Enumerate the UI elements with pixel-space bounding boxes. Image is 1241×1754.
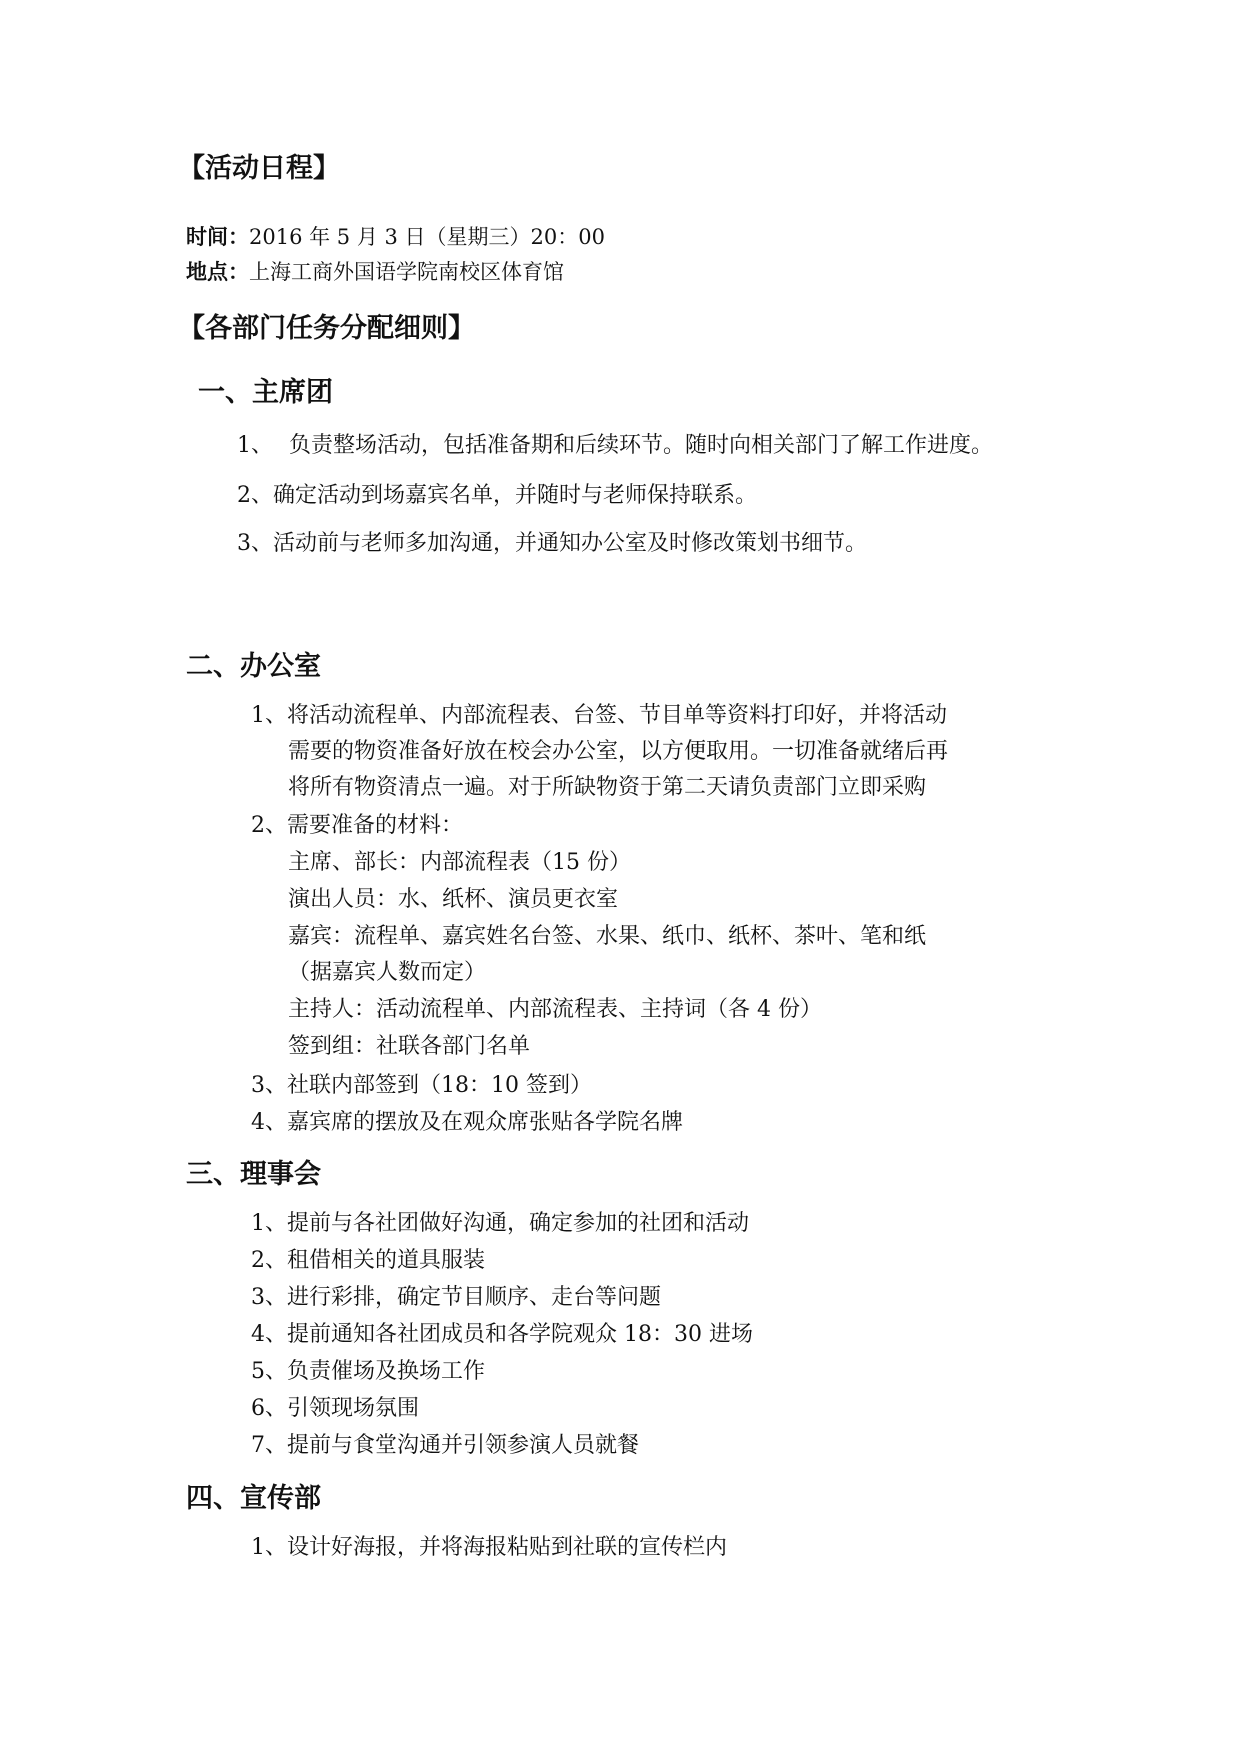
material-line: 演出人员：水、纸杯、演员更衣室 (288, 887, 619, 912)
section-title: 四、宣传部 (186, 1483, 321, 1514)
tasks-heading: 【各部门任务分配细则】 (178, 313, 475, 344)
section-title: 一、主席团 (198, 377, 333, 408)
list-item-continuation: 需要的物资准备好放在校会办公室，以方便取用。一切准备就绪后再 (288, 739, 949, 764)
place-label: 地点： (186, 260, 249, 284)
list-item: 2、租借相关的道具服装 (251, 1248, 486, 1273)
list-item: 1、设计好海报，并将海报粘贴到社联的宣传栏内 (251, 1535, 728, 1560)
list-item: 3、社联内部签到（18：10 签到） (251, 1073, 592, 1098)
section-title: 三、理事会 (186, 1159, 321, 1190)
material-line: （据嘉宾人数而定） (288, 960, 487, 985)
list-item: 1、 负责整场活动，包括准备期和后续环节。随时向相关部门了解工作进度。 (237, 433, 994, 458)
section-title: 二、办公室 (186, 651, 321, 682)
time-label: 时间： (186, 225, 249, 249)
list-item-continuation: 将所有物资清点一遍。对于所缺物资于第二天请负责部门立即采购 (288, 775, 927, 800)
schedule-place (186, 256, 564, 286)
list-item: 5、负责催场及换场工作 (251, 1359, 486, 1384)
list-item: 4、嘉宾席的摆放及在观众席张贴各学院名牌 (251, 1110, 684, 1135)
schedule-heading: 【活动日程】 (178, 153, 340, 184)
material-line: 主持人：活动流程单、内部流程表、主持词（各 4 份） (288, 997, 822, 1022)
list-item: 6、引领现场氛围 (251, 1396, 420, 1421)
list-item: 4、提前通知各社团成员和各学院观众 18：30 进场 (251, 1322, 753, 1347)
list-item: 1、将活动流程单、内部流程表、台签、节目单等资料打印好，并将活动 (251, 703, 948, 728)
time-value: 2016 年 5 月 3 日（星期三）20：00 (249, 225, 605, 249)
place-value: 上海工商外国语学院南校区体育馆 (249, 260, 564, 284)
material-line: 嘉宾：流程单、嘉宾姓名台签、水果、纸巾、纸杯、茶叶、笔和纸 (288, 924, 927, 949)
list-item: 1、提前与各社团做好沟通，确定参加的社团和活动 (251, 1211, 750, 1236)
list-item: 2、确定活动到场嘉宾名单，并随时与老师保持联系。 (237, 483, 758, 508)
list-item: 7、提前与食堂沟通并引领参演人员就餐 (251, 1433, 640, 1458)
list-item: 3、进行彩排，确定节目顺序、走台等问题 (251, 1285, 662, 1310)
material-line: 主席、部长：内部流程表（15 份） (288, 850, 631, 875)
list-item: 2、需要准备的材料： (251, 813, 464, 838)
material-line: 签到组：社联各部门名单 (288, 1034, 531, 1059)
schedule-time (186, 221, 605, 251)
list-item: 3、活动前与老师多加沟通，并通知办公室及时修改策划书细节。 (237, 531, 868, 556)
